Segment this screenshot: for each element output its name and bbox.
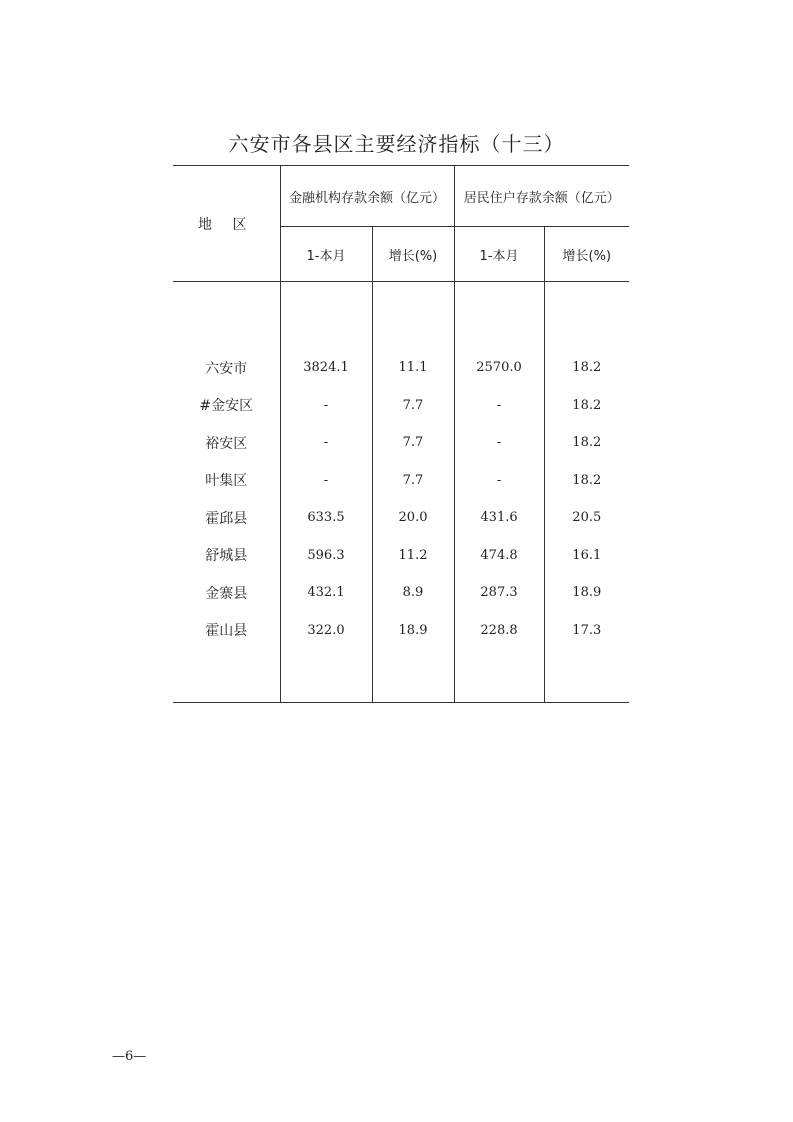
household-growth-cell: 18.2 (544, 424, 629, 462)
household-growth-cell: 18.2 (544, 349, 629, 387)
region-cell: #金安区 (199, 398, 254, 415)
financial-value-cell: 3824.1 (280, 349, 372, 387)
household-value-cell: 431.6 (454, 499, 544, 537)
table-row (173, 424, 629, 462)
household-value-cell: 228.8 (454, 612, 544, 650)
financial-growth-header: 增长(%) (372, 227, 454, 282)
household-deposits-header: 居民住户存款余额（亿元） (454, 166, 629, 227)
household-value-cell: 287.3 (454, 574, 544, 612)
household-growth-cell: 18.9 (544, 574, 629, 612)
region-column-header: 地 区 (173, 166, 280, 282)
region-cell: 叶集区 (205, 473, 248, 490)
household-value-cell: - (454, 387, 544, 425)
financial-growth-cell: 18.9 (372, 612, 454, 650)
region-cell: 裕安区 (205, 435, 248, 452)
table-row (173, 387, 629, 425)
table-row (173, 612, 629, 650)
financial-growth-cell: 7.7 (372, 462, 454, 500)
page-title: 六安市各县区主要经济指标（十三） (228, 132, 565, 156)
financial-period-header: 1-本月 (280, 227, 372, 282)
table-row (173, 499, 629, 537)
financial-growth-cell: 7.7 (372, 424, 454, 462)
household-value-cell: - (454, 462, 544, 500)
financial-value-cell: - (280, 387, 372, 425)
household-period-header: 1-本月 (454, 227, 544, 282)
financial-growth-cell: 11.1 (372, 349, 454, 387)
financial-value-cell: - (280, 424, 372, 462)
financial-growth-cell: 11.2 (372, 537, 454, 575)
region-cell: 舒城县 (205, 548, 248, 565)
table-row (173, 537, 629, 575)
page-number: —6— (112, 1049, 147, 1064)
spacer-row (173, 282, 629, 350)
household-value-cell: - (454, 424, 544, 462)
financial-value-cell: - (280, 462, 372, 500)
financial-deposits-header: 金融机构存款余额（亿元） (280, 166, 454, 227)
household-growth-cell: 20.5 (544, 499, 629, 537)
household-value-cell: 474.8 (454, 537, 544, 575)
household-value-cell: 2570.0 (454, 349, 544, 387)
region-cell: 六安市 (205, 360, 248, 377)
household-growth-cell: 17.3 (544, 612, 629, 650)
financial-growth-cell: 8.9 (372, 574, 454, 612)
financial-value-cell: 596.3 (280, 537, 372, 575)
financial-value-cell: 432.1 (280, 574, 372, 612)
spacer-row (173, 649, 629, 703)
household-growth-header: 增长(%) (544, 227, 629, 282)
table-row (173, 349, 629, 387)
region-cell: 霍邱县 (205, 510, 248, 527)
household-growth-cell: 16.1 (544, 537, 629, 575)
financial-value-cell: 322.0 (280, 612, 372, 650)
table-row (173, 574, 629, 612)
region-cell: 金寨县 (205, 585, 248, 602)
table-row (173, 462, 629, 500)
financial-value-cell: 633.5 (280, 499, 372, 537)
financial-growth-cell: 20.0 (372, 499, 454, 537)
region-cell: 霍山县 (205, 623, 248, 640)
financial-growth-cell: 7.7 (372, 387, 454, 425)
household-growth-cell: 18.2 (544, 462, 629, 500)
economic-indicators-table (173, 165, 629, 703)
household-growth-cell: 18.2 (544, 387, 629, 425)
